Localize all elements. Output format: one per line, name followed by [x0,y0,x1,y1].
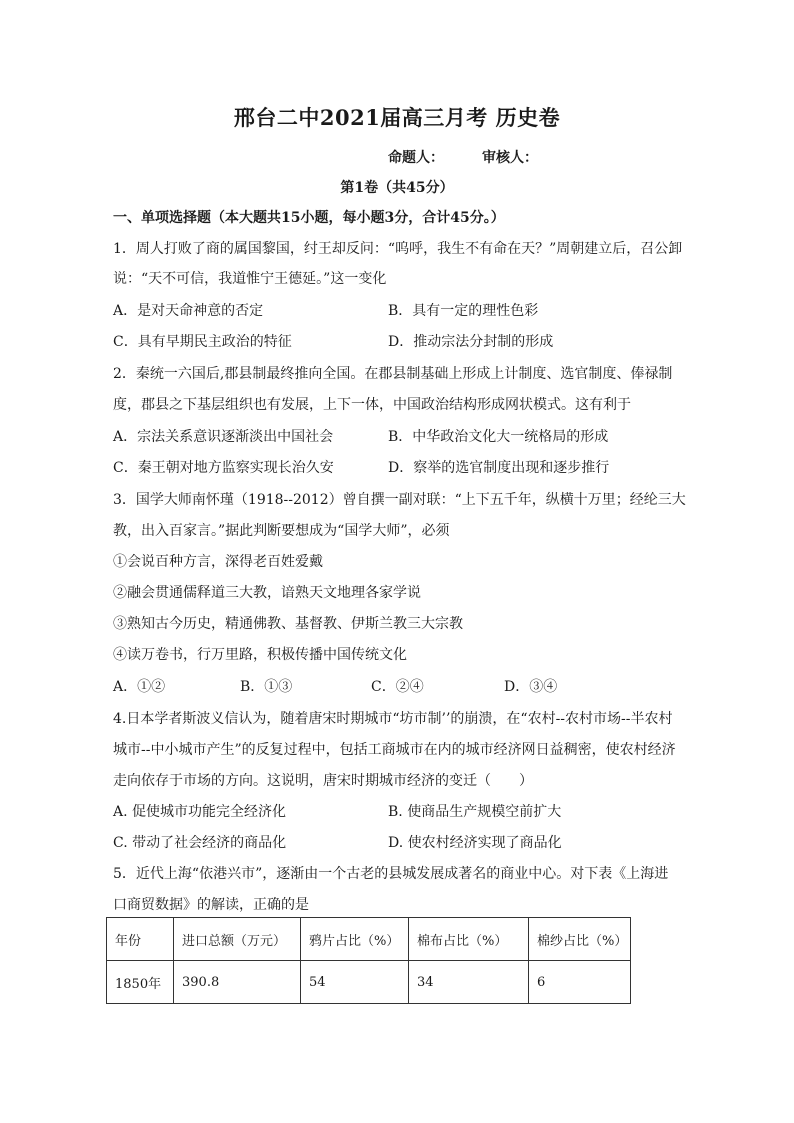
question-3-item-1: ①会说百种方言，深得老百姓爱戴 [113,554,323,570]
question-4-line-3: 走向依存于市场的方向。这说明，唐宋时期城市经济的变迁（ ） [113,773,533,789]
question-4-option-a: A. 促使城市功能完全经济化 [113,804,287,820]
question-1-line-1: 1．周人打败了商的属国黎国，纣王却反问：“呜呼，我生不有命在天？”周朝建立后，召公卸 [113,241,683,257]
question-3-item-3: ③熟知古今历史，精通佛教、基督教、伊斯兰教三大宗教 [113,616,463,632]
import-data-table [106,917,631,1004]
table-header-cell: 进口总额（万元） [174,918,301,961]
table-cell: 390.8 [174,961,301,1004]
question-5-line-2: 口商贸数据》的解读，正确的是 [113,897,309,913]
question-4-option-b: B. 使商品生产规模空前扩大 [388,804,562,820]
table-cell: 1850年 [107,961,174,1004]
table-header-cell: 年份 [107,918,174,961]
question-4-option-d: D. 使农村经济实现了商品化 [388,835,562,851]
table-row [107,961,631,1004]
exam-title: 邢台二中2021届高三月考 历史卷 [233,105,561,130]
table-header-cell: 鸦片占比（%） [301,918,409,961]
question-4-option-c: C. 带动了社会经济的商品化 [113,835,287,851]
question-3-item-2: ②融会贯通儒释道三大教，谙熟天文地理各家学说 [113,585,421,601]
table-header-cell: 棉纱占比（%） [529,918,631,961]
question-2-option-b: B．中华政治文化大一统格局的形成 [388,429,609,445]
table-header-row [107,918,631,961]
question-2-line-1: 2．秦统一六国后,郡县制最终推向全国。在郡县制基础上形成上计制度、选官制度、俸禄制 [113,366,673,382]
table-cell: 54 [301,961,409,1004]
question-3-option-b: B．①③ [240,679,293,695]
question-3-option-c: C．②④ [371,679,424,695]
table-cell: 6 [529,961,631,1004]
question-2-line-2: 度，郡县之下基层组织也有发展，上下一体，中国政治结构形成网状模式。这有利于 [113,397,631,413]
question-4-line-2: 城市--中小城市产生”的反复过程中，包括工商城市在内的城市经济网日益稠密，使农村经济 [113,742,676,758]
question-4-line-1: 4.日本学者斯波义信认为，随着唐宋时期城市“坊市制’’的崩溃，在“农村--农村市场--半农村 [113,711,673,727]
author-label: 命题人： [388,150,444,166]
question-1-line-2: 说：“天不可信，我道惟宁王德延。”这一变化 [113,271,387,287]
question-3-line-2: 教，出入百家言。”据此判断要想成为“国学大师”，必须 [113,523,450,539]
author-line [388,147,538,167]
section-heading: 一、单项选择题（本大题共15小题，每小题3分，合计45分。） [113,210,505,226]
question-3-option-a: A．①② [113,679,166,695]
reviewer-label: 审核人： [482,150,538,166]
question-2-option-a: A．宗法关系意识逐渐淡出中国社会 [113,429,334,445]
question-1-option-a: A．是对天命神意的否定 [113,303,264,319]
question-3-line-1: 3．国学大师南怀瑾（1918--2012）曾自撰一副对联：“上下五千年，纵横十万里；经纶三大 [113,492,686,508]
question-5-line-1: 5．近代上海“依港兴市”，逐渐由一个古老的县城发展成著名的商业中心。对下表《上海进 [113,866,669,882]
question-2-option-d: D．察举的选官制度出现和逐步推行 [388,460,610,476]
volume-heading: 第1卷（共45分） [340,180,454,196]
table-cell: 34 [409,961,529,1004]
question-1-option-c: C．具有早期民主政治的特征 [113,334,292,350]
question-3-item-4: ④读万卷书，行万里路，积极传播中国传统文化 [113,647,407,663]
question-1-option-d: D．推动宗法分封制的形成 [388,334,554,350]
question-2-option-c: C．秦王朝对地方监察实现长治久安 [113,460,334,476]
table-header-cell: 棉布占比（%） [409,918,529,961]
question-3-option-d: D．③④ [504,679,558,695]
question-1-option-b: B．具有一定的理性色彩 [388,303,539,319]
